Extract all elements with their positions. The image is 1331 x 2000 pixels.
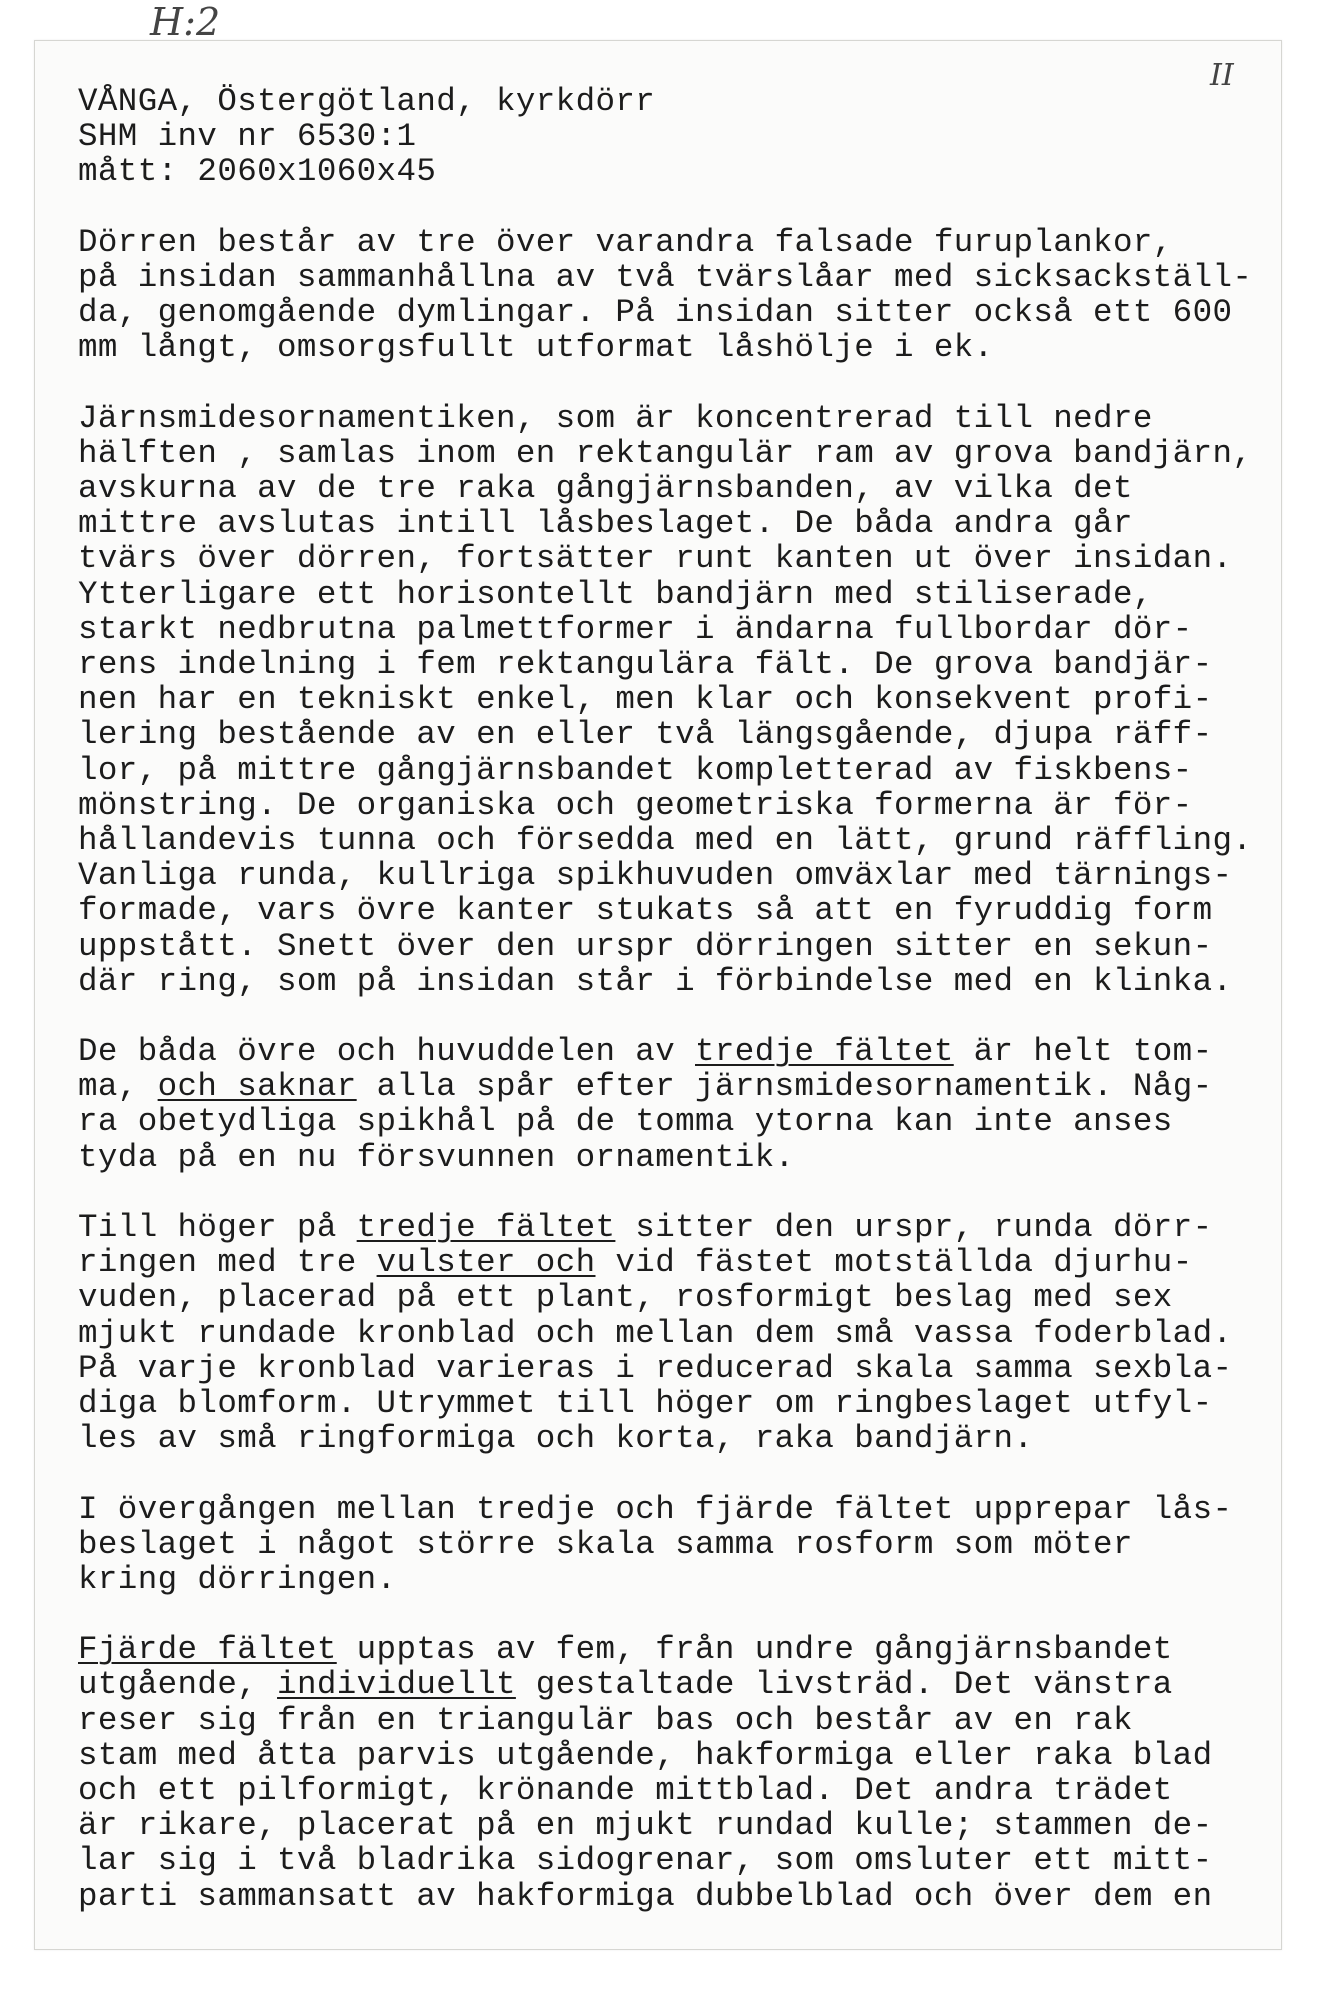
- text-line: lor, på mittre gångjärnsbandet kompletterad av fiskbens-: [78, 751, 1193, 789]
- text-line: ringen med tre vulster och vid fästet motställda djurhu-: [78, 1244, 1193, 1282]
- text-line: på insidan sammanhållna av två tvärslåar med sicksackställ-: [78, 258, 1253, 296]
- handwritten-folio-reference: H:2: [150, 0, 221, 44]
- typewritten-text: [78, 84, 1288, 1914]
- text-line: nen har en tekniskt enkel, men klar och konsekvent profi-: [78, 681, 1213, 719]
- text-line: rens indelning i fem rektangulära fält. De grova bandjär-: [78, 646, 1213, 683]
- text-line: där ring, som på insidan står i förbindelse med en klinka.: [78, 962, 1233, 1000]
- text-line: lering bestående av en eller två längsgående, djupa räff-: [78, 716, 1213, 754]
- text-line: Dörren består av tre över varandra falsade furuplankor,: [78, 223, 1173, 261]
- text-line: ma, och saknar alla spår efter järnsmidesornamentik. Någ-: [78, 1068, 1213, 1106]
- underlined-phrase: vulster och: [376, 1244, 596, 1282]
- paragraph-empty-fields: [78, 1034, 1288, 1175]
- text-line: De båda övre och huvuddelen av tredje fältet är helt tom-: [78, 1033, 1213, 1071]
- text-line: mönstring. De organiska och geometriska formerna är för-: [78, 786, 1193, 824]
- underlined-phrase: tredje fältet: [695, 1033, 954, 1071]
- text-line: I övergången mellan tredje och fjärde fältet upprepar lås-: [78, 1490, 1233, 1528]
- header-line: VÅNGA, Östergötland, kyrkdörr: [78, 83, 656, 120]
- text-line: mm långt, omsorgsfullt utformat låshölje i ek.: [78, 329, 994, 367]
- text-line: hållandevis tunna och försedda med en lätt, grund räffling.: [78, 821, 1253, 859]
- underlined-phrase: Fjärde fältet: [78, 1631, 337, 1669]
- paragraph-lock-fitting: [78, 1492, 1288, 1598]
- paragraph-door-ring: [78, 1210, 1288, 1456]
- paragraph-construction: [78, 225, 1288, 366]
- text-line: formade, vars övre kanter stukats så att en fyruddig form: [78, 892, 1213, 930]
- paragraph-trees-of-life: [78, 1632, 1288, 1914]
- text-line: tyda på en nu försvunnen ornamentik.: [78, 1138, 795, 1176]
- text-line: På varje kronblad varieras i reducerad skala samma sexbla-: [78, 1349, 1233, 1387]
- text-line: ra obetydliga spikhål på de tomma ytorna kan inte anses: [78, 1103, 1173, 1141]
- text-line: avskurna av de tre raka gångjärnsbanden, av vilka det: [78, 470, 1133, 508]
- text-line: utgående, individuellt gestaltade livsträd. Det vänstra: [78, 1666, 1173, 1704]
- text-line: lar sig i två bladrika sidogrenar, som omsluter ett mitt-: [78, 1842, 1213, 1880]
- paragraph-ironwork: [78, 401, 1288, 999]
- text-line: och ett pilformigt, krönande mittblad. Det andra trädet: [78, 1772, 1173, 1809]
- text-line: är rikare, placerat på en mjukt rundad kulle; stammen de-: [78, 1807, 1213, 1845]
- text-line: parti sammansatt av hakformiga dubbelblad och över dem en: [78, 1877, 1213, 1915]
- text-line: reser sig från en triangulär bas och består av en rak: [78, 1701, 1133, 1739]
- text-line: uppstått. Snett över den urspr dörringen sitter en sekun-: [78, 927, 1213, 965]
- text-line: Järnsmidesornamentiken, som är koncentrerad till nedre: [78, 399, 1153, 437]
- header-line: mått: 2060x1060x45: [78, 153, 437, 191]
- handwritten-page-number: II: [1210, 58, 1234, 93]
- text-line: hälften , samlas inom en rektangulär ram av grova bandjärn,: [78, 434, 1253, 472]
- text-line: Vanliga runda, kullriga spikhuvuden omväxlar med tärnings-: [78, 857, 1233, 895]
- text-line: starkt nedbrutna palmettformer i ändarna fullbordar dör-: [78, 610, 1193, 648]
- text-line: vuden, placerad på ett plant, rosformigt beslag med sex: [78, 1279, 1173, 1317]
- text-line: stam med åtta parvis utgående, hakformiga eller raka blad: [78, 1736, 1213, 1774]
- text-line: Till höger på tredje fältet sitter den urspr, runda dörr-: [78, 1209, 1213, 1246]
- text-line: da, genomgående dymlingar. På insidan sitter också ett 600: [78, 294, 1233, 332]
- text-line: les av små ringformiga och korta, raka bandjärn.: [78, 1420, 1034, 1458]
- text-line: Fjärde fältet upptas av fem, från undre gångjärnsbandet: [78, 1631, 1173, 1669]
- text-line: beslaget i något större skala samma rosform som möter: [78, 1525, 1133, 1563]
- text-line: mjukt rundade kronblad och mellan dem små vassa foderblad.: [78, 1314, 1233, 1352]
- header-line: SHM inv nr 6530:1: [78, 118, 417, 156]
- underlined-phrase: och saknar: [157, 1068, 357, 1106]
- underlined-phrase: individuellt: [277, 1666, 516, 1704]
- text-line: tvärs över dörren, fortsätter runt kanten ut över insidan.: [78, 540, 1233, 578]
- text-line: Ytterligare ett horisontellt bandjärn med stiliserade,: [78, 575, 1153, 613]
- text-line: kring dörringen.: [78, 1560, 397, 1598]
- text-line: diga blomform. Utrymmet till höger om ringbeslaget utfyl-: [78, 1384, 1213, 1422]
- text-line: mittre avslutas intill låsbeslaget. De båda andra går: [78, 505, 1133, 543]
- underlined-phrase: tredje fältet: [356, 1209, 616, 1246]
